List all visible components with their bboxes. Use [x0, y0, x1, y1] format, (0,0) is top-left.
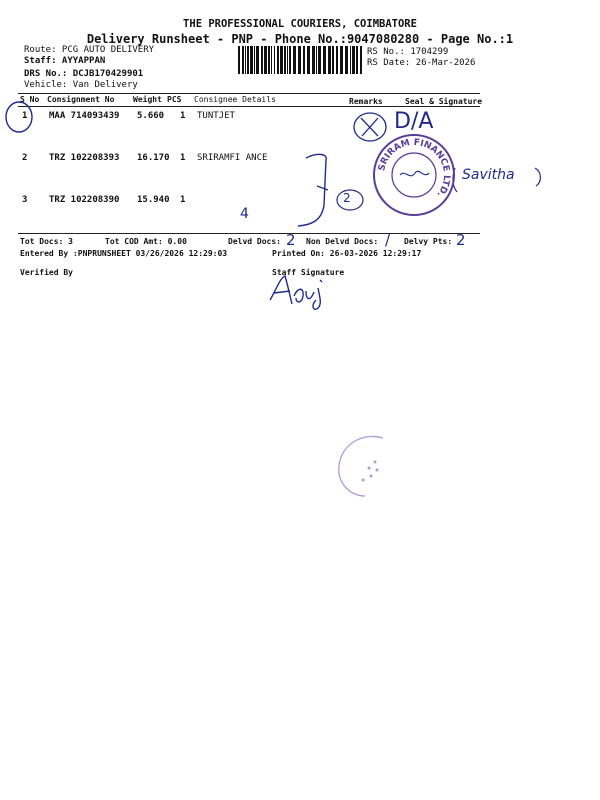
- printed-on: Printed On: 26-03-2026 12:29:17: [272, 249, 422, 258]
- runsheet-title: Delivery Runsheet - PNP - Phone No.:9047080280 - Page No.:1: [86, 32, 514, 46]
- tot-cod-amt: Tot COD Amt: 0.00: [105, 237, 187, 246]
- row-sno: 2: [22, 153, 28, 163]
- delvd-docs-value: 2: [286, 231, 296, 249]
- row-weight: 5.660: [137, 111, 165, 121]
- staff-signature-label: Staff Signature: [272, 268, 345, 277]
- col-weight: Weight: [133, 95, 162, 104]
- staff-text: Staff: AYYAPPAN: [24, 56, 106, 66]
- row-weight: 16.170: [137, 153, 170, 163]
- mark-two: 2: [343, 191, 351, 205]
- company-title: THE PROFESSIONAL COURIERS, COIMBATORE: [183, 18, 417, 30]
- row-consignee: SRIRAMFI ANCE: [197, 153, 268, 163]
- verified-by: Verified By: [20, 268, 73, 277]
- bracket-mark-icon: [298, 154, 326, 226]
- row-consignment: MAA 714093439: [49, 111, 120, 121]
- col-pcs: PCS: [167, 95, 182, 104]
- receiver-name: Savitha: [462, 167, 515, 183]
- faint-stamp-icon: [333, 430, 403, 500]
- drs-number: DRS No.: DCJB170429901: [24, 69, 144, 79]
- col-consignee: Consignee Details: [194, 95, 276, 104]
- col-remarks: Remarks: [349, 97, 383, 106]
- row-pcs: 1: [180, 153, 186, 163]
- row-consignee: TUNTJET: [197, 111, 235, 121]
- vehicle-text: Vehicle: Van Delivery: [24, 80, 138, 90]
- non-delvd-label: Non Delvd Docs:: [306, 237, 379, 246]
- row-consignment: TRZ 102208393: [49, 153, 120, 163]
- col-consignment: Consignment No: [47, 95, 115, 104]
- rs-number: RS No.: 1704299: [367, 47, 449, 57]
- row-consignment: TRZ 102208390: [49, 195, 120, 205]
- col-sno: S No: [20, 95, 40, 104]
- mark-four: 4: [240, 206, 249, 222]
- row-sno: 3: [22, 195, 28, 205]
- company-stamp-icon: [372, 133, 456, 217]
- non-delvd-value: /: [385, 231, 391, 249]
- delvd-docs-label: Delvd Docs:: [228, 237, 281, 246]
- delvy-pts-label: Delvy Pts:: [404, 237, 453, 246]
- circle-mark-icon: [6, 102, 32, 132]
- row-pcs: 1: [180, 111, 186, 121]
- col-seal-signature: Seal & Signature: [405, 97, 483, 106]
- svg-text:SRIRAM FINANCE LTD.: SRIRAM FINANCE LTD.: [377, 137, 452, 199]
- row-sno: 1: [22, 111, 28, 121]
- staff-signature-icon: [270, 276, 322, 309]
- delvy-pts-value: 2: [456, 231, 466, 249]
- row-weight: 15.940: [137, 195, 170, 205]
- route-text: Route: PCG AUTO DELIVERY: [24, 45, 155, 55]
- remarks-da: D/A: [394, 109, 434, 134]
- handwriting-layer: [0, 0, 600, 320]
- entered-by: Entered By :PNPRUNSHEET 03/26/2026 12:29:03: [20, 249, 228, 258]
- rs-date: RS Date: 26-Mar-2026: [367, 58, 476, 68]
- row-pcs: 1: [180, 195, 186, 205]
- tot-docs: Tot Docs: 3: [20, 237, 73, 246]
